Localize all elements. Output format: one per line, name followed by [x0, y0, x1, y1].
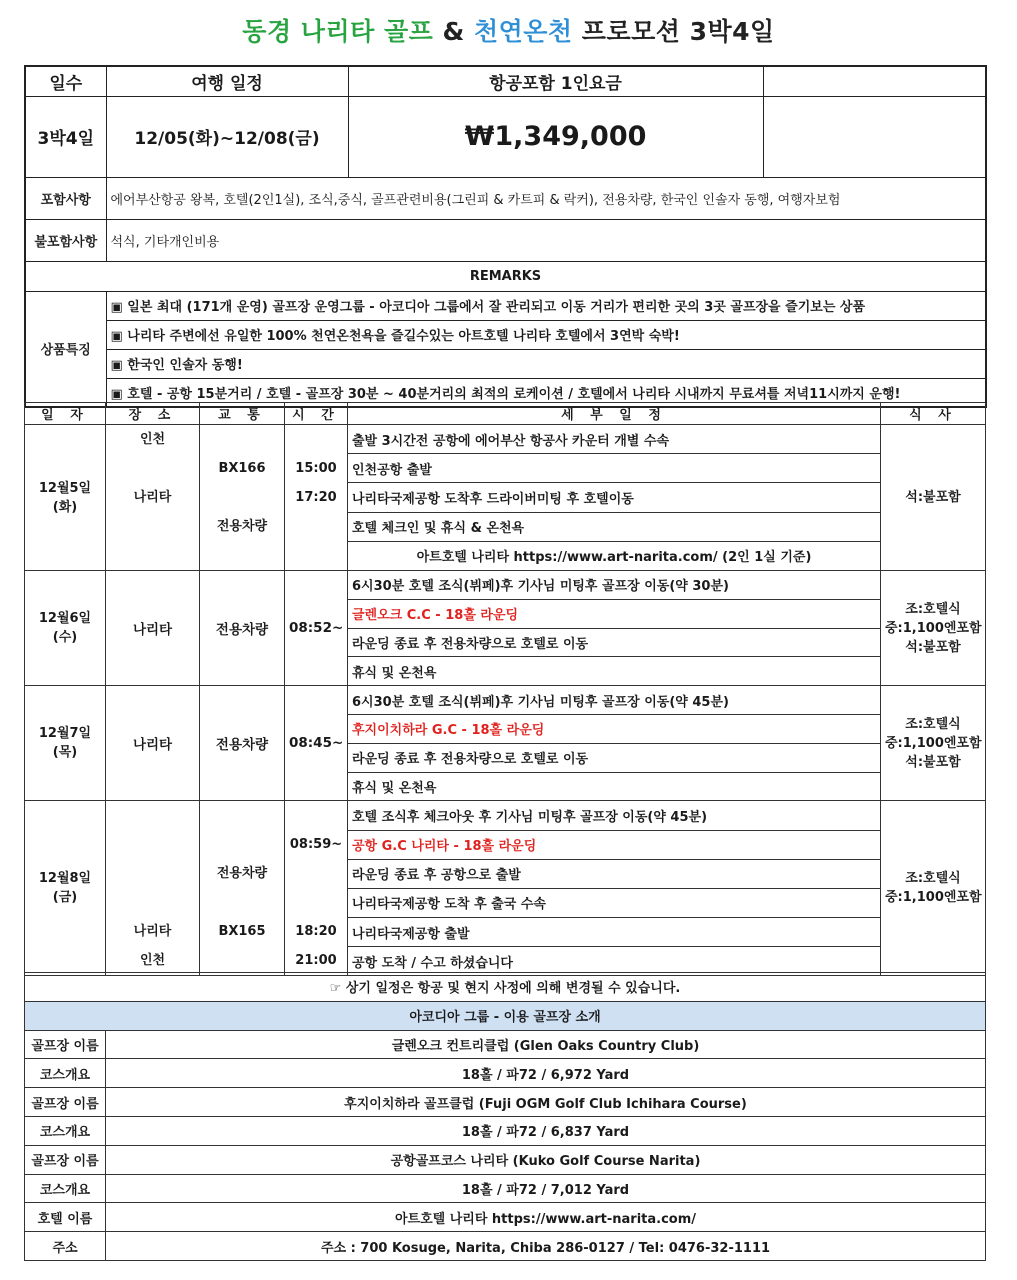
feature-item: ▣ 한국인 인솔자 동행!	[106, 349, 986, 378]
time-slot: 17:20	[295, 490, 337, 505]
transport-slot	[200, 483, 284, 512]
day-weekday: (목)	[52, 745, 78, 761]
meal-line: 조:호텔식	[905, 716, 961, 732]
schedule-item: 6시30분 호텔 조식(뷔페)후 기사님 미팅후 골프장 이동(약 45분)	[348, 686, 881, 715]
features-label: 상품특징	[25, 291, 106, 407]
schedule-item: 나리타국제공항 도착후 드라이버미팅 후 호텔이동	[348, 483, 881, 512]
place-slot: 나리타	[133, 490, 172, 505]
place-slot	[106, 859, 199, 888]
golf-row-label: 골프장 이름	[25, 1145, 106, 1174]
dates-value: 12/05(화)~12/08(금)	[106, 96, 348, 177]
day-weekday: (금)	[52, 890, 78, 906]
place-slot: 나리타	[133, 924, 172, 940]
golf-row-value: 18홀 / 파72 / 6,837 Yard	[106, 1116, 986, 1145]
schedule-item: 호텔 조식후 체크아웃 후 기사님 미팅후 골프장 이동(약 45분)	[348, 801, 881, 830]
golf-row-label: 코스개요	[25, 1116, 106, 1145]
meal-line: 조:호텔식	[905, 601, 961, 617]
golf-row-label: 골프장 이름	[25, 1088, 106, 1117]
time-slot	[285, 801, 347, 830]
meal-line: 중:1,100엔포함	[885, 620, 982, 636]
transport-slot	[200, 888, 284, 917]
header-price: 항공포함 1인요금	[348, 66, 763, 96]
day-weekday: (수)	[52, 630, 78, 646]
day-date: 12월8일	[38, 871, 92, 887]
day-meal-3	[881, 686, 986, 801]
transport-slot: BX166	[218, 461, 266, 476]
transport-slot: BX165	[218, 924, 266, 940]
itin-header-time: 시 간	[285, 403, 348, 425]
blank-cell	[763, 96, 986, 177]
day-meal-4	[881, 801, 986, 976]
golf-row-label: 코스개요	[25, 1059, 106, 1088]
golf-row-label: 골프장 이름	[25, 1030, 106, 1059]
golf-row-value: 주소 : 700 Kosuge, Narita, Chiba 286-0127 / Tel: 0476-32-1111	[106, 1232, 986, 1261]
day-date-1	[25, 425, 106, 571]
day-place-2: 나리타	[106, 571, 200, 686]
page-title	[0, 12, 1017, 48]
day-date-3	[25, 686, 106, 801]
golf-row-value: 18홀 / 파72 / 7,012 Yard	[106, 1174, 986, 1203]
place-slot	[106, 541, 199, 570]
itinerary-table	[24, 402, 986, 976]
transport-slot: 전용차량	[216, 866, 268, 882]
transport-slot: 전용차량	[216, 519, 268, 534]
included-text: 에어부산항공 왕복, 호텔(2인1실), 조식,중식, 골프관련비용(그린피 & 카트피 & 락커), 전용차량, 한국인 인솔자 동행, 여행자보험	[106, 177, 986, 219]
meal-line: 조:호텔식	[905, 871, 961, 887]
day-place-3: 나리타	[106, 686, 200, 801]
day-time-3: 08:45~	[285, 686, 348, 801]
title-part-onsen: 천연온천	[473, 17, 573, 46]
golf-row-value: 글렌오크 컨트리클럽 (Glen Oaks Country Club)	[106, 1030, 986, 1059]
meal-line: 석:불포함	[905, 490, 961, 505]
itin-header-transport: 교 통	[200, 403, 285, 425]
golf-row-value: 18홀 / 파72 / 6,972 Yard	[106, 1059, 986, 1088]
time-slot: 08:59~	[289, 837, 343, 853]
golf-row-label: 코스개요	[25, 1174, 106, 1203]
price-value: ₩1,349,000	[348, 96, 763, 177]
day-meal-1	[881, 425, 986, 571]
title-part-amp: &	[433, 17, 474, 46]
day-transport-2: 전용차량	[200, 571, 285, 686]
header-days: 일수	[25, 66, 106, 96]
transport-slot	[200, 830, 284, 859]
itin-header-date: 일 자	[25, 403, 106, 425]
meal-line: 중:1,100엔포함	[885, 735, 982, 751]
header-blank	[763, 66, 986, 96]
time-slot: 18:20	[295, 924, 337, 940]
day-times-1	[285, 425, 348, 571]
day-meal-2	[881, 571, 986, 686]
transport-slot	[200, 541, 284, 570]
day-date: 12월5일	[38, 480, 92, 496]
day-transport-4	[200, 801, 285, 976]
day-transport-3: 전용차량	[200, 686, 285, 801]
time-slot: 21:00	[295, 953, 337, 969]
schedule-item: 라운딩 종료 후 전용차량으로 호텔로 이동	[348, 628, 881, 657]
place-slot	[106, 512, 199, 541]
place-slot: 인천	[139, 953, 166, 969]
excluded-text: 석식, 기타개인비용	[106, 219, 986, 261]
itin-header-meal: 식 사	[881, 403, 986, 425]
place-slot: 인천	[139, 432, 166, 447]
header-schedule: 여행 일정	[106, 66, 348, 96]
itin-header-detail: 세 부 일 정	[348, 403, 881, 425]
golf-row-label: 주소	[25, 1232, 106, 1261]
schedule-item: 라운딩 종료 후 공항으로 출발	[348, 859, 881, 888]
day-time-2: 08:52~	[285, 571, 348, 686]
golf-row-value: 후지이치하라 골프클럽 (Fuji OGM Golf Club Ichihara Course)	[106, 1088, 986, 1117]
day-times-4	[285, 801, 348, 976]
meal-line: 석:불포함	[905, 754, 961, 770]
time-slot	[285, 859, 347, 888]
golf-info-table	[24, 972, 986, 1261]
title-part-promo: 프로모션 3박4일	[572, 17, 775, 46]
schedule-item: 라운딩 종료 후 전용차량으로 호텔로 이동	[348, 743, 881, 772]
time-slot: 15:00	[295, 461, 337, 476]
golf-row-label: 호텔 이름	[25, 1203, 106, 1232]
schedule-notice: ☞ 상기 일정은 항공 및 현지 사정에 의해 변경될 수 있습니다.	[25, 973, 986, 1002]
schedule-item: 인천공항 출발	[348, 454, 881, 483]
schedule-item: 나리타국제공항 도착 후 출국 수속	[348, 888, 881, 917]
schedule-item: 출발 3시간전 공항에 에어부산 항공사 카운터 개별 수속	[348, 425, 881, 454]
day-transport-1	[200, 425, 285, 571]
day-date: 12월7일	[38, 726, 92, 742]
golf-row-value: 공항골프코스 나리타 (Kuko Golf Course Narita)	[106, 1145, 986, 1174]
schedule-item: 호텔 체크인 및 휴식 & 온천욕	[348, 512, 881, 541]
day-date-4	[25, 801, 106, 976]
schedule-item: 휴식 및 온천욕	[348, 772, 881, 801]
meal-line: 중:1,100엔포함	[885, 890, 982, 906]
time-slot	[285, 888, 347, 917]
duration-value: 3박4일	[25, 96, 106, 177]
golf-round-item: 글렌오크 C.C - 18홀 라운딩	[348, 599, 881, 628]
summary-table	[24, 65, 987, 408]
day-places-1	[106, 425, 200, 571]
title-part-golf: 동경 나리타 골프	[242, 17, 434, 46]
itin-header-place: 장 소	[106, 403, 200, 425]
transport-slot	[200, 425, 284, 454]
day-places-4	[106, 801, 200, 976]
place-slot	[106, 888, 199, 917]
feature-item: ▣ 나리타 주변에선 유일한 100% 천연온천욕을 즐길수있는 아트호텔 나리타 호텔에서 3연박 숙박!	[106, 320, 986, 349]
day-weekday: (화)	[52, 499, 78, 515]
day-date: 12월6일	[38, 611, 92, 627]
time-slot	[285, 541, 347, 570]
excluded-label: 불포함사항	[25, 219, 106, 261]
schedule-item: 휴식 및 온천욕	[348, 657, 881, 686]
schedule-item: 공항 도착 / 수고 하셨습니다	[348, 947, 881, 976]
feature-item: ▣ 호텔 - 공항 15분거리 / 호텔 - 골프장 30분 ~ 40분거리의 최적의 로케이션 / 호텔에서 나리타 시내까지 무료셔틀 저녁11시까지 운행!	[106, 378, 986, 407]
place-slot	[106, 830, 199, 859]
place-slot	[106, 454, 199, 483]
golf-section-title: 아코디아 그룹 - 이용 골프장 소개	[25, 1001, 986, 1030]
remarks-heading: REMARKS	[25, 261, 986, 291]
schedule-item: 6시30분 호텔 조식(뷔페)후 기사님 미팅후 골프장 이동(약 30분)	[348, 571, 881, 600]
place-slot	[106, 801, 199, 830]
time-slot	[285, 512, 347, 541]
transport-slot	[200, 801, 284, 830]
meal-line: 석:불포함	[905, 639, 961, 655]
feature-item: ▣ 일본 최대 (171개 운영) 골프장 운영그룹 - 아코디아 그룹에서 잘 관리되고 이동 거리가 편리한 곳의 3곳 골프장을 즐기보는 상품	[106, 291, 986, 320]
day-date-2	[25, 571, 106, 686]
hotel-link[interactable]: 아트호텔 나리타 https://www.art-narita.com/	[106, 1203, 986, 1232]
included-label: 포함사항	[25, 177, 106, 219]
time-slot	[285, 425, 347, 454]
golf-round-item: 공항 G.C 나리타 - 18홀 라운딩	[348, 830, 881, 859]
golf-round-item: 후지이치하라 G.C - 18홀 라운딩	[348, 714, 881, 743]
hotel-info-line: 아트호텔 나리타 https://www.art-narita.com/ (2인 1실 기준)	[348, 541, 881, 570]
schedule-item: 나리타국제공항 출발	[348, 918, 881, 947]
